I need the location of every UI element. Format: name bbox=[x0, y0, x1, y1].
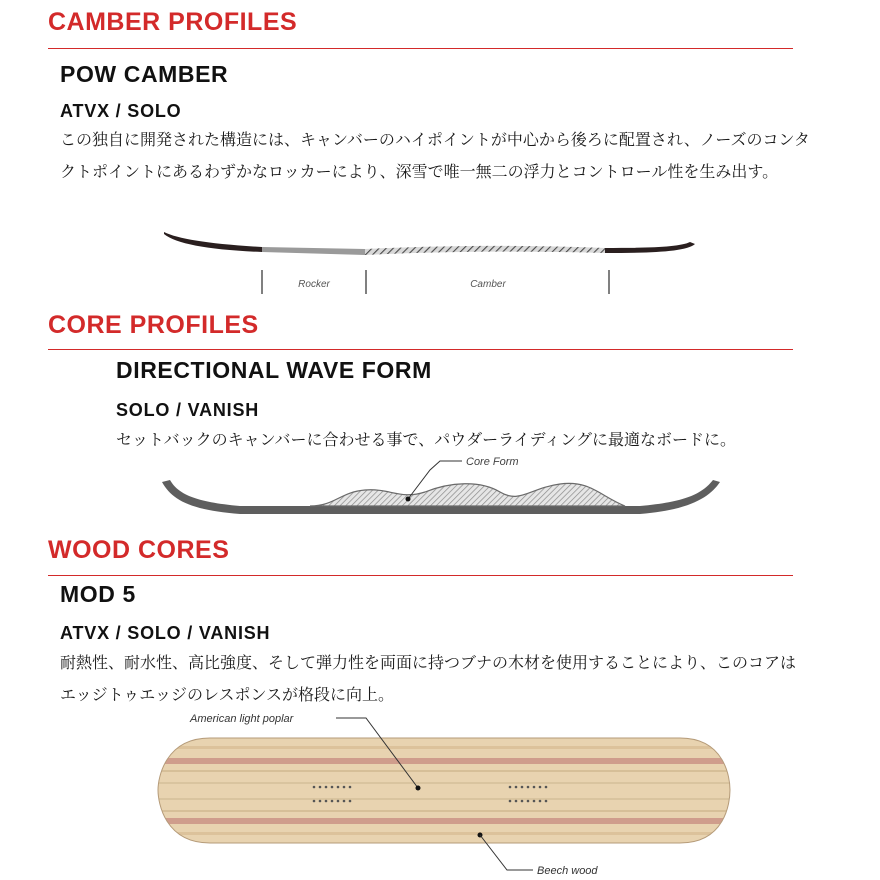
camber-description: この独自に開発された構造には、キャンバーのハイポイントが中心から後ろに配置され、ノーズのコンタクトポイントにあるわずかなロッカーにより、深雪で唯一無二の浮力とコントロール性を生み出す。 bbox=[60, 130, 810, 181]
wave-form-diagram bbox=[150, 452, 730, 524]
board-camber-section bbox=[365, 246, 605, 255]
pow-camber-title: POW CAMBER bbox=[60, 61, 229, 87]
wood-section-title: WOOD CORES bbox=[48, 536, 230, 564]
wood-models: ATVX / SOLO / VANISH bbox=[60, 623, 271, 643]
core-form-dot bbox=[406, 497, 411, 502]
camber-label: Camber bbox=[470, 279, 506, 290]
core-divider bbox=[48, 349, 793, 350]
board-tail bbox=[605, 242, 695, 253]
beech-stringer-bottom bbox=[150, 818, 740, 824]
camber-section-title: CAMBER PROFILES bbox=[48, 8, 298, 36]
core-section-title: CORE PROFILES bbox=[48, 311, 259, 339]
wave-form-title: DIRECTIONAL WAVE FORM bbox=[116, 357, 432, 383]
beech-stringer-top bbox=[150, 758, 740, 764]
mod5-title: MOD 5 bbox=[60, 581, 136, 607]
core-models: SOLO / VANISH bbox=[116, 400, 260, 420]
wood-description: 耐熱性、耐水性、高比強度、そして弾力性を両面に持つブナの木材を使用することにより、このコアはエッジトゥエッジのレスポンスが格段に向上。 bbox=[60, 653, 797, 704]
camber-divider bbox=[48, 48, 793, 49]
poplar-label: American light poplar bbox=[190, 713, 294, 725]
board-nose bbox=[164, 232, 262, 252]
wood-divider bbox=[48, 575, 793, 576]
board-rocker-section bbox=[262, 247, 365, 255]
poplar-dot bbox=[416, 786, 421, 791]
mod5-core-diagram bbox=[150, 708, 740, 878]
camber-models: ATVX / SOLO bbox=[60, 101, 182, 121]
core-form-shape bbox=[310, 483, 625, 506]
pow-camber-diagram bbox=[150, 222, 710, 300]
core-form-label: Core Form bbox=[466, 456, 519, 468]
beech-label: Beech wood bbox=[537, 865, 598, 877]
core-description: セットバックのキャンバーに合わせる事で、パウダーライディングに最適なボードに。 bbox=[116, 430, 737, 449]
rocker-label: Rocker bbox=[298, 279, 330, 290]
poplar-core bbox=[150, 733, 740, 848]
